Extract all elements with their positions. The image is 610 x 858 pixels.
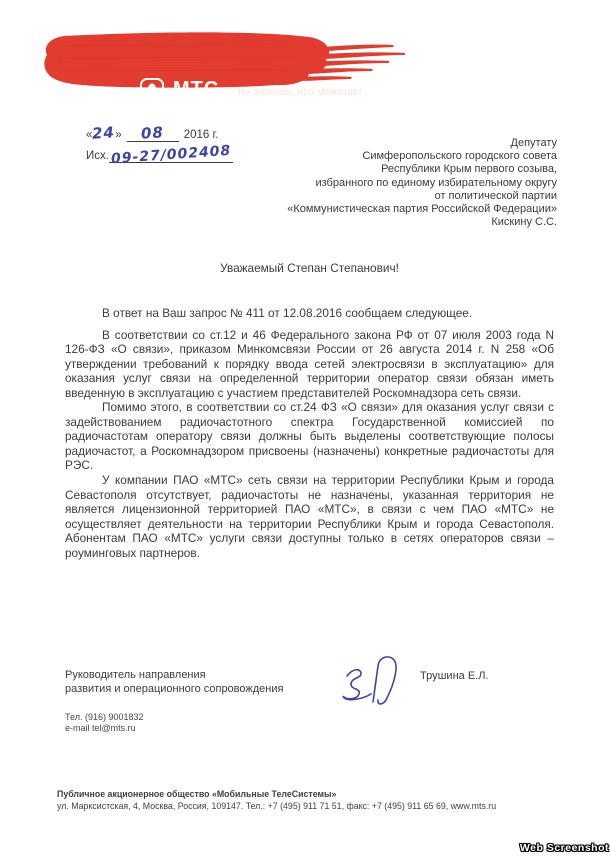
brand-wordmark: МТС xyxy=(173,78,220,100)
email: e-mail tel@mts.ru xyxy=(65,723,136,733)
recipient-line: «Коммунистическая партия Российской Федерации» xyxy=(287,203,557,216)
egg-icon xyxy=(145,82,159,99)
phone: Тел. (916) 9001832 xyxy=(65,712,144,722)
signer-title-line: развития и операционного сопровождения xyxy=(65,683,284,695)
signer-title-line: Руководитель направления xyxy=(65,669,206,681)
salutation: Уважаемый Степан Степанович! xyxy=(220,261,399,275)
date-ref-block xyxy=(86,123,233,168)
red-brush-stroke xyxy=(40,28,412,94)
handwritten-month: 08 xyxy=(140,123,165,143)
signer-name: Трушина Е.Л. xyxy=(420,670,489,682)
handwritten-ref-number: 09-27/002408 xyxy=(110,142,232,168)
close-quote: » xyxy=(115,129,122,141)
company-name: Публичное акционерное общество «Мобильные ТелеСистемы» xyxy=(57,789,337,799)
ref-label: Исх. xyxy=(86,150,109,162)
paragraph: Помимо этого, в соответствии со ст.24 ФЗ «О связи» для оказания услуг связи с задействованием радиочастотного спектра Государственной комиссией по радиочастотам оператору связи должны быть выделены соответствующие полосы радиочастот, а Роскомнадзором присвоены (назначены) конкретные радиочастоты для РЭС. xyxy=(65,400,554,473)
paragraph: В ответ на Ваш запрос № 411 от 12.08.2016 сообщаем следующее. xyxy=(102,306,473,320)
contact-block xyxy=(65,712,144,734)
recipient-line: Симферопольского городского совета xyxy=(362,150,557,163)
handwritten-signature xyxy=(333,650,413,710)
mts-letterhead-banner xyxy=(40,28,412,100)
footer-block xyxy=(57,789,496,812)
signer-title xyxy=(65,668,283,696)
recipient-line: Республики Крым первого созыва, xyxy=(381,163,557,176)
ref-line xyxy=(86,142,233,168)
ref-blank xyxy=(109,142,233,168)
month-blank xyxy=(127,123,179,143)
open-quote: « xyxy=(86,129,93,141)
handwritten-day: 24 xyxy=(91,123,116,143)
recipient-line: Депутату xyxy=(510,137,557,149)
recipient-line: Кискину С.С. xyxy=(491,216,557,229)
recipient-block xyxy=(287,137,557,229)
year-label: 2016 г. xyxy=(183,129,219,141)
recipient-line: избранного по единому избирательному округу xyxy=(315,176,557,189)
brand-tagline: Ты знаешь, что можешь! xyxy=(236,86,362,98)
company-address: ул. Марксистская, 4, Москва, Россия, 109147. Тел.: +7 (495) 911 71 51, факс: +7 (495) 911 65 69, www.mts.ru xyxy=(57,800,497,811)
letter-body xyxy=(65,306,554,560)
recipient-line: от политической партии xyxy=(434,189,557,202)
web-screenshot-watermark: Web Screenshot xyxy=(519,842,609,854)
paragraph: У компании ПАО «МТС» сеть связи на территории Республики Крым и города Севастополя отсутствует, радиочастоты не назначены, указанная территория не является лицензионной территорией ПАО «МТС», в связи с чем ПАО «МТС» не осуществляет деятельности на территории Республики Крым и города Севастополя. Абонентам ПАО «МТС» услуги связи доступны только в сетях операторов связи – роуминговых партнеров. xyxy=(65,473,554,560)
paragraph: В соответствии со ст.12 и 46 Федерального закона РФ от 07 июля 2003 года N 126-ФЗ «О связи», приказом Минкомсвязи России от 26 августа 2014 г. N 258 «Об утверждении требований к порядку ввода сетей электросвязи в эксплуатацию» для оказания услуг связи на определенной территории оператор связи обязан иметь введенную в эксплуатацию с участием представителей Роскомнадзора сеть связи. xyxy=(65,327,554,400)
mts-egg-logo-icon xyxy=(140,78,164,103)
